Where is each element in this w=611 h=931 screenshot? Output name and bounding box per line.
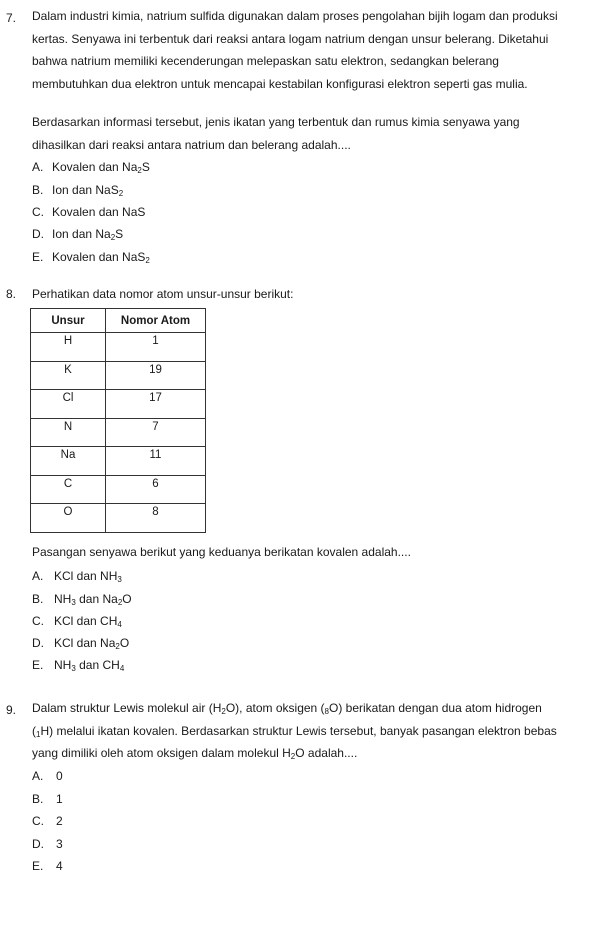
table-row (31, 361, 206, 390)
text-line: Berdasarkan informasi tersebut, jenis ikatan yang terbentuk dan rumus kimia senyawa yang (32, 115, 520, 129)
table-row (31, 447, 206, 476)
text-line: membutuhkan dua elektron untuk mencapai kestabilan konfigurasi elektron seperti gas mulia. (32, 76, 528, 91)
option-label: C. (32, 814, 44, 828)
option-label: D. (32, 636, 44, 650)
option-text: 4 (56, 859, 63, 873)
text-run: ( (32, 723, 36, 738)
option-label: E. (32, 859, 44, 873)
prescript: 8 (324, 707, 329, 716)
text-run: yang dimiliki oleh atom oksigen dalam molekul H (32, 746, 291, 760)
text-line (32, 697, 601, 720)
option-text-tail: S (115, 227, 124, 241)
option-b[interactable] (32, 180, 123, 200)
text-line: dihasilkan dari reaksi antara natrium dan belerang adalah.... (32, 137, 351, 152)
cell-element: H (31, 333, 106, 362)
option-a[interactable] (32, 566, 122, 586)
question-9-paragraph (32, 697, 601, 765)
option-text: O (122, 592, 132, 606)
table-row (31, 418, 206, 447)
question-7 (0, 0, 611, 270)
option-text: KCl dan Na (54, 636, 116, 650)
cell-element: O (31, 504, 106, 533)
option-label: B. (32, 183, 44, 197)
option-text: Ion dan Na (52, 227, 111, 241)
column-header-nomor-atom: Nomor Atom (106, 309, 206, 333)
option-a[interactable] (32, 157, 150, 177)
option-text-tail: S (141, 160, 150, 174)
subscript: 3 (117, 575, 122, 584)
option-text: NH (54, 658, 72, 672)
option-text: 1 (56, 792, 63, 806)
cell-atomic-number: 7 (106, 418, 206, 447)
question-7-paragraph-1 (32, 5, 601, 95)
option-label: D. (32, 837, 44, 851)
option-e[interactable] (32, 856, 63, 876)
option-label: A. (32, 160, 44, 174)
option-text: KCl dan CH (54, 614, 118, 628)
option-text: 2 (56, 814, 63, 828)
cell-element: Cl (31, 390, 106, 419)
option-label: C. (32, 205, 44, 219)
question-number: 7. (6, 11, 17, 25)
text-line: kertas. Senyawa ini terbentuk dari reaksi antara logam natrium dengan unsur belerang. Diketahui (32, 31, 549, 46)
cell-atomic-number: 11 (106, 447, 206, 476)
cell-atomic-number: 1 (106, 333, 206, 362)
subscript: 2 (118, 189, 124, 198)
question-8-intro: Perhatikan data nomor atom unsur-unsur berikut: (32, 287, 294, 301)
subscript: 2 (221, 707, 226, 716)
option-label: E. (32, 658, 44, 672)
option-d[interactable] (32, 834, 63, 854)
text-line (32, 720, 601, 743)
text-run: O), atom oksigen ( (225, 701, 325, 715)
option-d[interactable] (32, 224, 123, 244)
question-number: 8. (6, 287, 17, 301)
cell-element: Na (31, 447, 106, 476)
cell-element: C (31, 475, 106, 504)
text-line (32, 742, 601, 765)
subscript: 4 (119, 664, 125, 673)
subscript: 2 (115, 642, 120, 651)
option-text: dan CH (75, 658, 120, 672)
text-run: O) berikatan dengan dua atom hidrogen (329, 701, 542, 715)
option-text: O (119, 636, 130, 650)
cell-atomic-number: 8 (106, 504, 206, 533)
cell-element: N (31, 418, 106, 447)
subscript: 2 (145, 256, 150, 265)
atomic-number-table (30, 308, 206, 533)
question-8-stem: Pasangan senyawa berikut yang keduanya berikatan kovalen adalah.... (32, 545, 411, 559)
option-text: Kovalen dan NaS (52, 205, 146, 219)
table-row (31, 475, 206, 504)
option-label: D. (32, 227, 44, 241)
option-e[interactable] (32, 247, 150, 267)
text-run: H) melalui ikatan kovalen. Berdasarkan struktur Lewis tersebut, banyak pasangan elektron bebas (40, 723, 557, 738)
column-header-unsur: Unsur (31, 309, 106, 333)
cell-element: K (31, 361, 106, 390)
option-label: E. (32, 250, 44, 264)
subscript: 2 (110, 233, 116, 242)
option-label: A. (32, 769, 44, 783)
option-label: B. (32, 792, 44, 806)
option-text: 3 (56, 837, 63, 851)
option-text: Kovalen dan NaS (52, 250, 146, 264)
option-text: NH (54, 592, 72, 606)
question-7-paragraph-2 (32, 111, 601, 156)
cell-atomic-number: 6 (106, 475, 206, 504)
text-run: Dalam struktur Lewis molekul air (H (32, 701, 222, 715)
text-line: bahwa natrium memiliki kecenderungan melepaskan satu elektron, sedangkan belerang (32, 54, 499, 68)
table-row (31, 333, 206, 362)
option-a[interactable] (32, 766, 63, 786)
option-text: KCl dan NH (54, 569, 118, 583)
cell-atomic-number: 17 (106, 390, 206, 419)
subscript: 3 (71, 598, 76, 607)
prescript: 1 (36, 729, 41, 739)
text-line: Dalam industri kimia, natrium sulfida digunakan dalam proses pengolahan bijih logam dan produksi (32, 9, 558, 23)
subscript: 2 (290, 752, 296, 761)
cell-atomic-number: 19 (106, 361, 206, 390)
option-text: Ion dan NaS (52, 183, 119, 197)
text-run: O adalah.... (295, 746, 358, 760)
option-label: A. (32, 569, 44, 583)
subscript: 2 (117, 598, 123, 607)
option-text: dan Na (75, 592, 118, 606)
option-label: C. (32, 614, 44, 628)
option-text: 0 (56, 769, 63, 783)
subscript: 3 (71, 664, 76, 673)
subscript: 2 (137, 166, 142, 175)
table-header-row (31, 309, 206, 333)
option-e[interactable] (32, 655, 124, 675)
option-b[interactable] (32, 589, 132, 609)
option-b[interactable] (32, 789, 63, 809)
option-c[interactable] (32, 202, 145, 222)
option-label: B. (32, 592, 44, 606)
option-d[interactable] (32, 633, 129, 653)
option-text: Kovalen dan Na (52, 160, 138, 174)
option-c[interactable] (32, 811, 63, 831)
table-row (31, 504, 206, 533)
option-c[interactable] (32, 611, 122, 631)
subscript: 4 (117, 620, 122, 629)
question-number: 9. (6, 703, 17, 717)
table-row (31, 390, 206, 419)
